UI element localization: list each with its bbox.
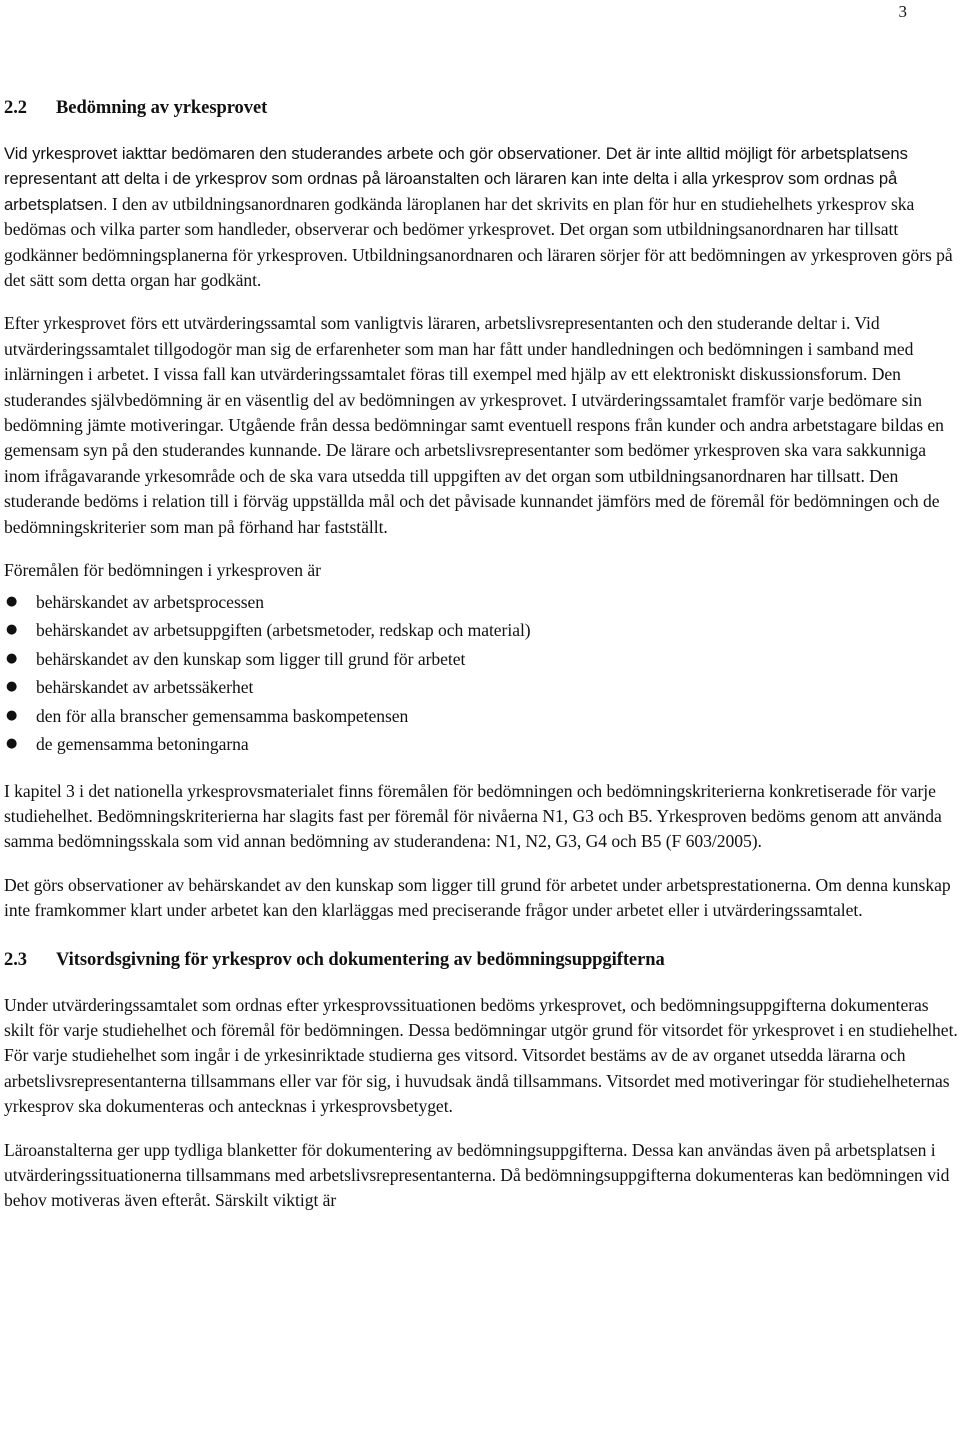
list-item: ● de gemensamma betoningarna [4,730,960,759]
paragraph-grading: Under utvärderingssamtalet som ordnas efter yrkesprovssituationen bedöms yrkesprovet, och bedömningsuppgifterna dokumenteras skilt för varje studiehelhet och föremål för bedömningen. Dessa bedömningar utgör grund för vitsordet för yrkesprovet i en studiehelhet. För varje studiehelhet som ingår i de yrkesinriktade studierna ges vitsord. Vitsordet bestäms av de av organet utsedda lärarna och arbetslivsrepresentanterna tillsammans eller var för sig, i huvudsak ändå tillsammans. Vitsordet med motiveringar för studiehelheternas yrkesprov ska dokumenteras och antecknas i yrkesprovsbetyget. [4,994,958,1117]
paragraph-chapter-3: I kapitel 3 i det nationella yrkesprovsmaterialet finns föremålen för bedömningen och bedömningskriterierna konkretiserade för varje studiehelhet. Bedömningskriterierna har slagits fast per föremål för nivåerna N1, G3 och B5. Yrkesproven bedöms genom att använda samma bedömningsskala som vid annan bedömning av studerandena: N1, N2, G3, G4 och B5 (F 603/2005). [4,780,942,852]
list-item: ● behärskandet av arbetsuppgiften (arbetsmetoder, redskap och material) [4,616,960,645]
list-item: ● behärskandet av arbetsprocessen [4,588,960,617]
bullet-icon: ● [6,622,18,637]
paragraph-sans-part: Vid yrkesprovet iakttar bedömaren den studerandes arbete och gör observationer. Det är inte alltid möjligt för arbetsplatsens representant att delta i de yrkesprov som ordnas på läroanstalten och läraren kan inte delta i alla yrkesprov som ordnas på arbetsplatsen. [4,144,908,214]
list-item: ● behärskandet av den kunskap som ligger till grund för arbetet [4,645,960,674]
page-number: 3 [898,2,907,21]
bullet-icon: ● [6,707,18,723]
section-number: 2.3 [4,949,27,970]
assessment-objects-list [4,588,960,759]
paragraph-forms: Läroanstalterna ger upp tydliga blanketter för dokumentering av bedömningsuppgifterna. Dessa kan användas även på arbetsplatsen i utvärderingssituationerna tillsammans med arbetslivsrepresentanterna. Då bedömningsuppgifterna dokumenteras kan bedömningen vid behov motiveras även efteråt. Särskilt viktigt är [4,1139,950,1211]
section-title: Bedömning av yrkesprovet [56,98,268,118]
bullet-icon: ● [6,650,18,666]
section-title: Vitsordsgivning för yrkesprov och dokumentering av bedömningsuppgifterna [56,949,665,970]
list-item: ● behärskandet av arbetssäkerhet [4,673,960,702]
paragraph-evaluation-talk: Efter yrkesprovet förs ett utvärderingssamtal som vanligtvis läraren, arbetslivsrepresentanten och den studerande deltar i. Vid utvärderingssamtalet tillgodogör man sig de erfarenheter som man har fått under handledningen och bedömningen i samband med inlärningen i arbetet. I vissa fall kan utvärderingssamtalet föras till exempel med hjälp av ett elektroniskt diskussionsforum. Den studerandes självbedömning är en väsentlig del av bedömningen av yrkesprovet. I utvärderingssamtalet framför varje bedömare sin bedömning jämte motiveringar. Utgående från dessa bedömningar samt eventuell respons från kunder och andra arbetstagare bildas en gemensam syn på den studerandes kunnande. De lärare och arbetslivsrepresentanter som bedömer yrkesproven ska vara sakkunniga inom ifrågavarande yrkesområde och de ska vara utsedda till uppgiften av det organ som utbildningsanordnaren har tillsatt. Den studerande bedöms i relation till i förväg uppställda mål och det påvisade kunnandet jämförs med de föremål för bedömningen och de bedömningskriterier som man på förhand har fastställt. [4,313,944,537]
document-body [4,96,960,1232]
section-number: 2.2 [4,98,27,118]
paragraph-assessment-intro [4,141,960,293]
section-heading-2-2 [4,96,960,121]
section-heading-2-3 [4,948,960,973]
bullet-icon: ● [6,593,18,609]
bullet-icon: ● [6,679,18,694]
paragraph-serif-part: I den av utbildningsanordnaren godkända läroplanen har det skrivits en plan för hur en studiehelhets yrkesprov ska bedömas och vilka parter som handleder, observerar och bedömer yrkesprovet. Det organ som utbildningsanordnaren har tillsatt godkänner bedömningsplanerna för yrkesproven. Utbildningsanordnaren och läraren sörjer för att bedömningen av yrkesproven görs på det sätt som detta organ har godkänt. [4,193,953,291]
bullet-icon: ● [6,736,18,751]
list-item: ● den för alla branscher gemensamma baskompetensen [4,702,960,731]
list-intro: Föremålen för bedömningen i yrkesproven är [4,560,321,581]
paragraph-observations: Det görs observationer av behärskandet av den kunskap som ligger till grund för arbetet under arbetsprestationerna. Om denna kunskap inte framkommer klart under arbetet kan den klarläggas med preciserande frågor under arbetet eller i utvärderingssamtalet. [4,874,951,921]
